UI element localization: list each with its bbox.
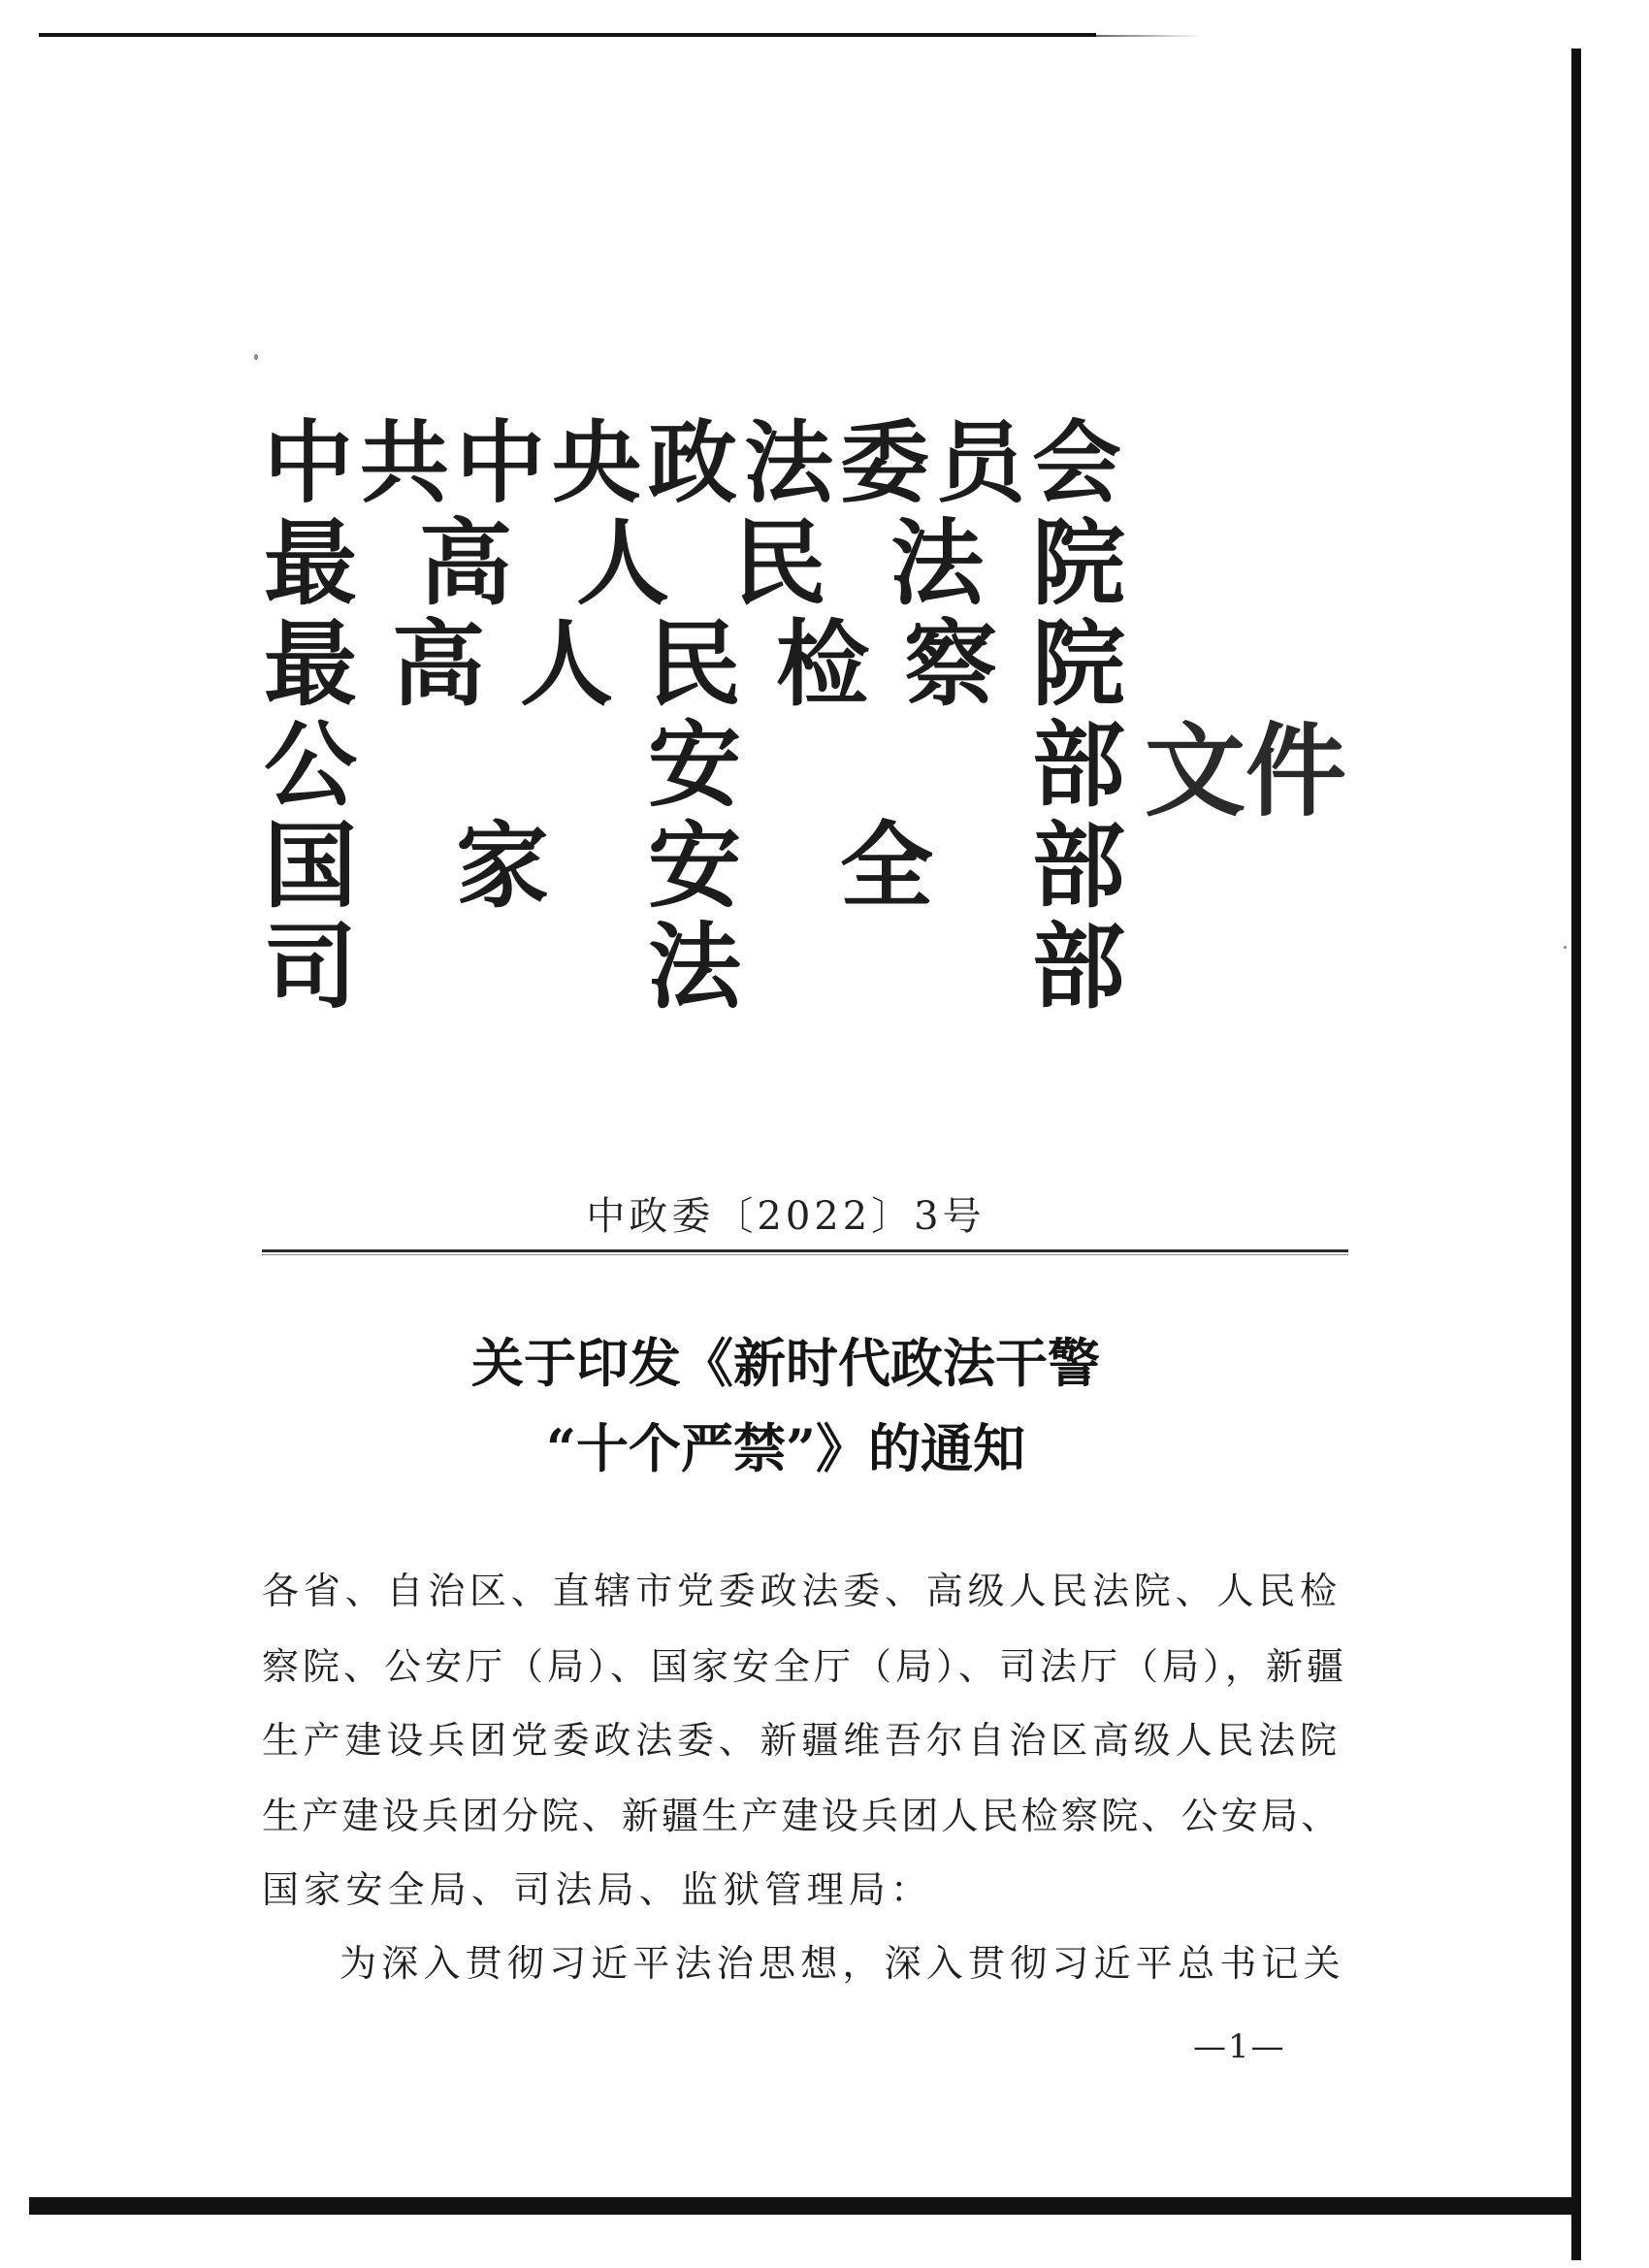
org-row-3 bbox=[264, 609, 1137, 719]
org-char: 共 bbox=[360, 410, 450, 515]
org-char: 法 bbox=[744, 410, 834, 515]
org-row-2 bbox=[264, 508, 1137, 618]
document-title-line-2: “十个严禁”》的通知 bbox=[545, 1417, 1026, 1479]
body-line: 各省、自治区、直辖市党委政法委、高级人民法院、人民检 bbox=[262, 1570, 1342, 1612]
org-char: 中 bbox=[264, 410, 354, 515]
org-char: 家 bbox=[456, 811, 549, 921]
org-char: 察 bbox=[904, 609, 997, 719]
org-char: 委 bbox=[840, 410, 930, 515]
org-row-4 bbox=[264, 710, 1137, 820]
org-char: 高 bbox=[392, 609, 485, 719]
document-type-label: 文件 bbox=[1145, 711, 1347, 830]
body-line: 生产建设兵团党委政法委、新疆维吾尔自治区高级人民法院 bbox=[262, 1719, 1342, 1762]
org-row-1 bbox=[264, 412, 1137, 513]
org-char: 安 bbox=[648, 811, 741, 921]
org-char: 民 bbox=[648, 609, 741, 719]
org-char: 部 bbox=[1032, 912, 1125, 1021]
org-char: 院 bbox=[1032, 609, 1125, 719]
scan-speck bbox=[254, 354, 258, 360]
org-char: 最 bbox=[264, 508, 357, 618]
header-divider bbox=[262, 1249, 1348, 1252]
org-char: 人 bbox=[576, 508, 669, 618]
org-char: 部 bbox=[1032, 811, 1125, 921]
org-row-5 bbox=[264, 811, 1137, 921]
org-char: 公 bbox=[264, 710, 357, 820]
org-char: 人 bbox=[520, 609, 613, 719]
scan-speck bbox=[1564, 946, 1567, 949]
org-char: 法 bbox=[648, 912, 741, 1021]
org-char: 院 bbox=[1032, 508, 1125, 618]
org-char: 民 bbox=[733, 508, 826, 618]
document-number: 中政委〔2022〕3号 bbox=[586, 1194, 986, 1239]
issuing-organizations bbox=[264, 410, 1137, 1021]
body-line-indented: 为深入贯彻习近平法治思想，深入贯彻习近平总书记关 bbox=[340, 1942, 1345, 1985]
org-char: 部 bbox=[1032, 710, 1125, 820]
body-line: 生产建设兵团分院、新疆生产建设兵团人民检察院、公安局、 bbox=[262, 1795, 1342, 1837]
org-char: 全 bbox=[840, 811, 933, 921]
org-char: 央 bbox=[552, 410, 642, 515]
document-title-line-1: 关于印发《新时代政法干警 bbox=[471, 1332, 1100, 1394]
org-row-6 bbox=[264, 912, 1137, 1021]
org-char: 检 bbox=[776, 609, 869, 719]
org-char: 高 bbox=[419, 508, 512, 618]
org-char: 国 bbox=[264, 811, 357, 921]
org-char: 会 bbox=[1032, 410, 1122, 515]
org-char: 安 bbox=[648, 710, 741, 820]
org-char: 司 bbox=[264, 912, 357, 1021]
org-char: 最 bbox=[264, 609, 357, 719]
scan-edge-top-fade bbox=[1096, 35, 1203, 37]
org-char: 政 bbox=[648, 410, 738, 515]
body-line: 国家安全局、司法局、监狱管理局： bbox=[262, 1868, 933, 1911]
scan-edge-right bbox=[1571, 49, 1581, 2260]
org-char: 员 bbox=[936, 410, 1026, 515]
body-line: 察院、公安厅（局）、国家安全厅（局）、司法厅（局），新疆 bbox=[262, 1645, 1348, 1688]
scan-edge-bottom bbox=[29, 2197, 1581, 2215]
page-number: —1— bbox=[1193, 2027, 1286, 2066]
org-char: 中 bbox=[456, 410, 546, 515]
scan-edge-top bbox=[39, 33, 1096, 37]
org-char: 法 bbox=[890, 508, 984, 618]
